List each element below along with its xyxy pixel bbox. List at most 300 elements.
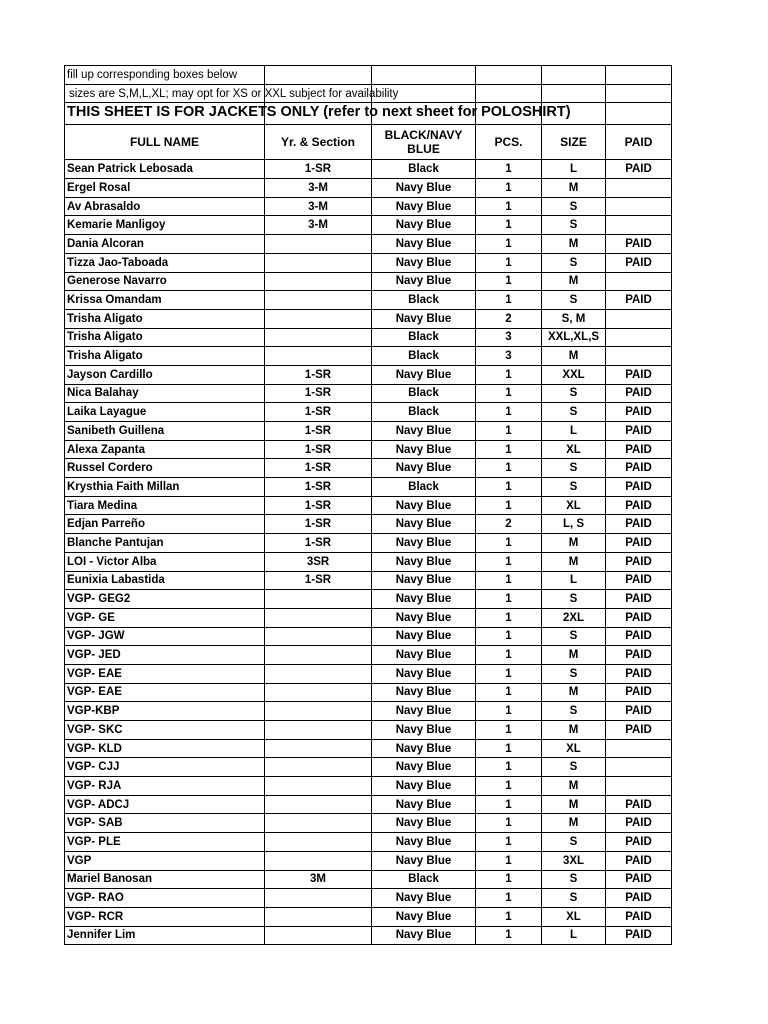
cell-size[interactable]: S	[542, 216, 606, 235]
cell-full-name[interactable]: Russel Cordero	[65, 459, 265, 478]
cell-full-name[interactable]: Tiara Medina	[65, 496, 265, 515]
cell-color[interactable]: Navy Blue	[372, 702, 476, 721]
cell-paid[interactable]: PAID	[606, 403, 672, 422]
cell-full-name[interactable]: Krissa Omandam	[65, 291, 265, 310]
cell-size[interactable]: M	[542, 777, 606, 796]
cell-paid[interactable]: PAID	[606, 683, 672, 702]
cell-size[interactable]: S	[542, 833, 606, 852]
cell-size[interactable]: L, S	[542, 515, 606, 534]
cell-yr-section[interactable]	[265, 926, 372, 945]
cell-yr-section[interactable]	[265, 664, 372, 683]
cell-full-name[interactable]: Trisha Aligato	[65, 347, 265, 366]
cell-size[interactable]: M	[542, 272, 606, 291]
table-row	[65, 216, 672, 235]
cell-pcs[interactable]: 1	[476, 216, 542, 235]
cell-full-name[interactable]: Generose Navarro	[65, 272, 265, 291]
cell-color[interactable]: Navy Blue	[372, 309, 476, 328]
cell-pcs[interactable]: 1	[476, 721, 542, 740]
cell-full-name[interactable]: Mariel Banosan	[65, 870, 265, 889]
cell-color[interactable]: Navy Blue	[372, 459, 476, 478]
cell-paid[interactable]: PAID	[606, 440, 672, 459]
cell-paid[interactable]	[606, 328, 672, 347]
cell-size[interactable]: L	[542, 571, 606, 590]
cell-color[interactable]: Navy Blue	[372, 833, 476, 852]
empty-cell[interactable]	[606, 84, 672, 103]
cell-full-name[interactable]: VGP- RJA	[65, 777, 265, 796]
cell-color[interactable]: Navy Blue	[372, 496, 476, 515]
cell-yr-section[interactable]	[265, 777, 372, 796]
table-row	[65, 571, 672, 590]
cell-paid[interactable]: PAID	[606, 291, 672, 310]
cell-paid[interactable]: PAID	[606, 365, 672, 384]
cell-size[interactable]: S	[542, 870, 606, 889]
table-row	[65, 702, 672, 721]
cell-color[interactable]: Navy Blue	[372, 627, 476, 646]
cell-color[interactable]: Navy Blue	[372, 179, 476, 198]
cell-pcs[interactable]: 1	[476, 552, 542, 571]
cell-color[interactable]: Navy Blue	[372, 646, 476, 665]
cell-pcs[interactable]: 2	[476, 309, 542, 328]
header-paid[interactable]: PAID	[606, 125, 672, 160]
cell-yr-section[interactable]	[265, 235, 372, 254]
cell-pcs[interactable]: 1	[476, 777, 542, 796]
cell-paid[interactable]: PAID	[606, 851, 672, 870]
cell-full-name[interactable]: LOI - Victor Alba	[65, 552, 265, 571]
cell-paid[interactable]: PAID	[606, 814, 672, 833]
cell-color[interactable]: Navy Blue	[372, 889, 476, 908]
cell-pcs[interactable]: 1	[476, 403, 542, 422]
table-row	[65, 291, 672, 310]
cell-color[interactable]: Black	[372, 478, 476, 497]
table-row	[65, 478, 672, 497]
cell-paid[interactable]	[606, 179, 672, 198]
cell-yr-section[interactable]	[265, 758, 372, 777]
cell-full-name[interactable]: VGP- GEG2	[65, 590, 265, 609]
cell-color[interactable]: Navy Blue	[372, 926, 476, 945]
cell-full-name[interactable]: Jennifer Lim	[65, 926, 265, 945]
cell-yr-section[interactable]	[265, 590, 372, 609]
cell-full-name[interactable]: VGP- RCR	[65, 907, 265, 926]
cell-size[interactable]: 3XL	[542, 851, 606, 870]
cell-full-name[interactable]: Eunixia Labastida	[65, 571, 265, 590]
cell-color[interactable]: Navy Blue	[372, 795, 476, 814]
cell-color[interactable]: Navy Blue	[372, 272, 476, 291]
cell-size[interactable]: M	[542, 646, 606, 665]
cell-full-name[interactable]: Trisha Aligato	[65, 309, 265, 328]
cell-color[interactable]: Navy Blue	[372, 851, 476, 870]
cell-full-name[interactable]: Kemarie Manligoy	[65, 216, 265, 235]
cell-color[interactable]: Navy Blue	[372, 608, 476, 627]
cell-paid[interactable]: PAID	[606, 552, 672, 571]
cell-yr-section[interactable]	[265, 253, 372, 272]
cell-yr-section[interactable]	[265, 683, 372, 702]
cell-size[interactable]: L	[542, 926, 606, 945]
cell-yr-section[interactable]	[265, 608, 372, 627]
cell-paid[interactable]: PAID	[606, 627, 672, 646]
cell-pcs[interactable]: 1	[476, 253, 542, 272]
cell-color[interactable]: Navy Blue	[372, 590, 476, 609]
cell-pcs[interactable]: 1	[476, 646, 542, 665]
cell-color[interactable]: Navy Blue	[372, 515, 476, 534]
cell-paid[interactable]: PAID	[606, 235, 672, 254]
cell-yr-section[interactable]: 3SR	[265, 552, 372, 571]
cell-yr-section[interactable]	[265, 889, 372, 908]
cell-color[interactable]: Navy Blue	[372, 758, 476, 777]
cell-paid[interactable]: PAID	[606, 926, 672, 945]
cell-paid[interactable]	[606, 309, 672, 328]
cell-pcs[interactable]: 1	[476, 870, 542, 889]
cell-paid[interactable]: PAID	[606, 870, 672, 889]
empty-cell[interactable]	[606, 66, 672, 85]
table-row	[65, 328, 672, 347]
cell-color[interactable]: Navy Blue	[372, 197, 476, 216]
cell-color[interactable]: Navy Blue	[372, 721, 476, 740]
cell-paid[interactable]: PAID	[606, 571, 672, 590]
cell-size[interactable]: 2XL	[542, 608, 606, 627]
table-row	[65, 627, 672, 646]
cell-color[interactable]: Black	[372, 384, 476, 403]
empty-cell[interactable]	[372, 66, 476, 85]
cell-pcs[interactable]: 1	[476, 608, 542, 627]
cell-pcs[interactable]: 2	[476, 515, 542, 534]
cell-color[interactable]: Navy Blue	[372, 253, 476, 272]
cell-color[interactable]: Navy Blue	[372, 365, 476, 384]
note-cell[interactable]	[65, 66, 265, 85]
cell-size[interactable]: XXL	[542, 365, 606, 384]
cell-paid[interactable]: PAID	[606, 721, 672, 740]
cell-size[interactable]: M	[542, 721, 606, 740]
cell-size[interactable]: M	[542, 683, 606, 702]
table-row	[65, 160, 672, 179]
table-row	[65, 515, 672, 534]
table-row	[65, 721, 672, 740]
cell-yr-section[interactable]: 3-M	[265, 197, 372, 216]
cell-pcs[interactable]: 1	[476, 627, 542, 646]
table-row	[65, 309, 672, 328]
cell-yr-section[interactable]: 1-SR	[265, 515, 372, 534]
note-fill-up: fill up corresponding boxes below	[67, 68, 238, 81]
cell-size[interactable]: M	[542, 534, 606, 553]
cell-pcs[interactable]: 1	[476, 702, 542, 721]
cell-pcs[interactable]: 1	[476, 814, 542, 833]
cell-yr-section[interactable]	[265, 328, 372, 347]
cell-paid[interactable]: PAID	[606, 907, 672, 926]
cell-full-name[interactable]: Krysthia Faith Millan	[65, 478, 265, 497]
cell-full-name[interactable]: VGP- GE	[65, 608, 265, 627]
cell-pcs[interactable]: 1	[476, 758, 542, 777]
cell-full-name[interactable]: VGP- ADCJ	[65, 795, 265, 814]
cell-size[interactable]: S	[542, 403, 606, 422]
table-row	[65, 552, 672, 571]
cell-pcs[interactable]: 3	[476, 347, 542, 366]
cell-yr-section[interactable]: 3M	[265, 870, 372, 889]
cell-yr-section[interactable]: 1-SR	[265, 459, 372, 478]
cell-paid[interactable]	[606, 739, 672, 758]
cell-pcs[interactable]: 1	[476, 534, 542, 553]
cell-yr-section[interactable]: 3-M	[265, 179, 372, 198]
cell-full-name[interactable]: VGP- JED	[65, 646, 265, 665]
cell-color[interactable]: Black	[372, 328, 476, 347]
cell-pcs[interactable]: 1	[476, 365, 542, 384]
title-cell[interactable]	[65, 103, 571, 125]
cell-color[interactable]: Navy Blue	[372, 664, 476, 683]
cell-yr-section[interactable]: 1-SR	[265, 440, 372, 459]
cell-full-name[interactable]: VGP- PLE	[65, 833, 265, 852]
cell-color[interactable]: Black	[372, 291, 476, 310]
cell-paid[interactable]	[606, 272, 672, 291]
cell-yr-section[interactable]: 3-M	[265, 216, 372, 235]
header-pcs[interactable]: PCS.	[476, 125, 542, 160]
table-row	[65, 870, 672, 889]
cell-full-name[interactable]: Av Abrasaldo	[65, 197, 265, 216]
cell-color[interactable]: Navy Blue	[372, 907, 476, 926]
cell-size[interactable]: S	[542, 889, 606, 908]
cell-full-name[interactable]: VGP- RAO	[65, 889, 265, 908]
cell-full-name[interactable]: Tizza Jao-Taboada	[65, 253, 265, 272]
cell-color[interactable]: Black	[372, 870, 476, 889]
cell-paid[interactable]	[606, 758, 672, 777]
header-color[interactable]: BLACK/NAVY BLUE	[372, 125, 476, 160]
empty-cell[interactable]	[476, 66, 542, 85]
cell-yr-section[interactable]	[265, 851, 372, 870]
cell-size[interactable]: XL	[542, 739, 606, 758]
cell-pcs[interactable]: 1	[476, 496, 542, 515]
cell-color[interactable]: Navy Blue	[372, 814, 476, 833]
cell-size[interactable]: XL	[542, 440, 606, 459]
cell-yr-section[interactable]: 1-SR	[265, 478, 372, 497]
cell-paid[interactable]	[606, 197, 672, 216]
cell-size[interactable]: S	[542, 253, 606, 272]
cell-color[interactable]: Navy Blue	[372, 235, 476, 254]
cell-size[interactable]: S	[542, 291, 606, 310]
empty-cell[interactable]	[265, 66, 372, 85]
cell-full-name[interactable]: Jayson Cardillo	[65, 365, 265, 384]
table-row	[65, 608, 672, 627]
cell-paid[interactable]: PAID	[606, 384, 672, 403]
cell-yr-section[interactable]: 1-SR	[265, 384, 372, 403]
cell-full-name[interactable]: Laika Layague	[65, 403, 265, 422]
cell-pcs[interactable]: 1	[476, 833, 542, 852]
cell-color[interactable]: Navy Blue	[372, 739, 476, 758]
table-row	[65, 590, 672, 609]
table-row	[65, 253, 672, 272]
cell-paid[interactable]	[606, 777, 672, 796]
cell-pcs[interactable]: 1	[476, 795, 542, 814]
cell-pcs[interactable]: 1	[476, 179, 542, 198]
cell-size[interactable]: M	[542, 795, 606, 814]
cell-yr-section[interactable]	[265, 347, 372, 366]
cell-size[interactable]: L	[542, 160, 606, 179]
cell-pcs[interactable]: 1	[476, 889, 542, 908]
cell-color[interactable]: Navy Blue	[372, 440, 476, 459]
cell-pcs[interactable]: 1	[476, 235, 542, 254]
cell-paid[interactable]: PAID	[606, 795, 672, 814]
cell-pcs[interactable]: 1	[476, 683, 542, 702]
table-row	[65, 179, 672, 198]
cell-size[interactable]: S, M	[542, 309, 606, 328]
cell-pcs[interactable]: 1	[476, 440, 542, 459]
cell-full-name[interactable]: Ergel Rosal	[65, 179, 265, 198]
header-size[interactable]: SIZE	[542, 125, 606, 160]
cell-size[interactable]: M	[542, 814, 606, 833]
cell-pcs[interactable]: 1	[476, 851, 542, 870]
cell-paid[interactable]: PAID	[606, 496, 672, 515]
cell-pcs[interactable]: 1	[476, 664, 542, 683]
cell-paid[interactable]: PAID	[606, 833, 672, 852]
cell-pcs[interactable]: 1	[476, 739, 542, 758]
cell-paid[interactable]: PAID	[606, 590, 672, 609]
cell-size[interactable]: S	[542, 197, 606, 216]
cell-size[interactable]: L	[542, 422, 606, 441]
cell-paid[interactable]: PAID	[606, 608, 672, 627]
cell-yr-section[interactable]	[265, 721, 372, 740]
cell-color[interactable]: Black	[372, 403, 476, 422]
cell-size[interactable]: S	[542, 384, 606, 403]
cell-yr-section[interactable]	[265, 814, 372, 833]
sheet-title: THIS SHEET IS FOR JACKETS ONLY (refer to next sheet for POLOSHIRT)	[67, 104, 571, 121]
cell-size[interactable]: M	[542, 179, 606, 198]
cell-pcs[interactable]: 1	[476, 272, 542, 291]
table-row	[65, 814, 672, 833]
cell-yr-section[interactable]: 1-SR	[265, 571, 372, 590]
header-yr-section[interactable]: Yr. & Section	[265, 125, 372, 160]
cell-size[interactable]: XXL,XL,S	[542, 328, 606, 347]
cell-color[interactable]: Navy Blue	[372, 216, 476, 235]
cell-pcs[interactable]: 1	[476, 926, 542, 945]
cell-paid[interactable]: PAID	[606, 664, 672, 683]
cell-yr-section[interactable]	[265, 907, 372, 926]
cell-pcs[interactable]: 1	[476, 160, 542, 179]
cell-full-name[interactable]: Alexa Zapanta	[65, 440, 265, 459]
cell-size[interactable]: S	[542, 478, 606, 497]
cell-pcs[interactable]: 1	[476, 384, 542, 403]
table-row	[65, 422, 672, 441]
cell-size[interactable]: XL	[542, 496, 606, 515]
cell-yr-section[interactable]	[265, 795, 372, 814]
table-row	[65, 272, 672, 291]
cell-yr-section[interactable]	[265, 833, 372, 852]
cell-yr-section[interactable]	[265, 739, 372, 758]
cell-pcs[interactable]: 1	[476, 590, 542, 609]
cell-paid[interactable]: PAID	[606, 889, 672, 908]
table-row	[65, 496, 672, 515]
cell-full-name[interactable]: Nica Balahay	[65, 384, 265, 403]
cell-paid[interactable]: PAID	[606, 459, 672, 478]
cell-size[interactable]: S	[542, 664, 606, 683]
cell-yr-section[interactable]: 1-SR	[265, 160, 372, 179]
cell-full-name[interactable]: VGP-KBP	[65, 702, 265, 721]
cell-color[interactable]: Navy Blue	[372, 534, 476, 553]
cell-yr-section[interactable]	[265, 646, 372, 665]
cell-full-name[interactable]: VGP- EAE	[65, 683, 265, 702]
cell-yr-section[interactable]: 1-SR	[265, 496, 372, 515]
cell-full-name[interactable]: Sean Patrick Lebosada	[65, 160, 265, 179]
cell-full-name[interactable]: VGP- SAB	[65, 814, 265, 833]
cell-color[interactable]: Navy Blue	[372, 683, 476, 702]
empty-cell[interactable]	[542, 84, 606, 103]
cell-yr-section[interactable]: 1-SR	[265, 534, 372, 553]
cell-size[interactable]: XL	[542, 907, 606, 926]
cell-color[interactable]: Black	[372, 160, 476, 179]
cell-full-name[interactable]: VGP- JGW	[65, 627, 265, 646]
table-row	[65, 664, 672, 683]
cell-paid[interactable]: PAID	[606, 515, 672, 534]
cell-size[interactable]: S	[542, 627, 606, 646]
empty-cell[interactable]	[542, 66, 606, 85]
cell-yr-section[interactable]: 1-SR	[265, 403, 372, 422]
cell-paid[interactable]	[606, 347, 672, 366]
cell-color[interactable]: Black	[372, 347, 476, 366]
cell-paid[interactable]: PAID	[606, 646, 672, 665]
cell-yr-section[interactable]	[265, 309, 372, 328]
cell-size[interactable]: S	[542, 590, 606, 609]
cell-full-name[interactable]: VGP- EAE	[65, 664, 265, 683]
cell-size[interactable]: S	[542, 758, 606, 777]
table-row	[65, 889, 672, 908]
cell-pcs[interactable]: 1	[476, 422, 542, 441]
cell-size[interactable]: M	[542, 552, 606, 571]
cell-yr-section[interactable]	[265, 702, 372, 721]
cell-pcs[interactable]: 1	[476, 291, 542, 310]
cell-size[interactable]: M	[542, 235, 606, 254]
table-row	[65, 777, 672, 796]
cell-color[interactable]: Navy Blue	[372, 777, 476, 796]
empty-cell[interactable]	[606, 103, 672, 125]
cell-size[interactable]: S	[542, 459, 606, 478]
cell-full-name[interactable]: Edjan Parreño	[65, 515, 265, 534]
cell-full-name[interactable]: VGP- SKC	[65, 721, 265, 740]
cell-paid[interactable]: PAID	[606, 702, 672, 721]
cell-pcs[interactable]: 1	[476, 197, 542, 216]
cell-yr-section[interactable]: 1-SR	[265, 422, 372, 441]
cell-full-name[interactable]: VGP- KLD	[65, 739, 265, 758]
cell-color[interactable]: Navy Blue	[372, 571, 476, 590]
cell-yr-section[interactable]	[265, 291, 372, 310]
note-row-2	[65, 84, 672, 103]
cell-paid[interactable]: PAID	[606, 160, 672, 179]
cell-size[interactable]: M	[542, 347, 606, 366]
cell-yr-section[interactable]: 1-SR	[265, 365, 372, 384]
cell-yr-section[interactable]	[265, 627, 372, 646]
cell-full-name[interactable]: VGP- CJJ	[65, 758, 265, 777]
note-cell[interactable]	[65, 84, 399, 103]
cell-pcs[interactable]: 1	[476, 478, 542, 497]
table-row	[65, 646, 672, 665]
cell-paid[interactable]: PAID	[606, 534, 672, 553]
cell-pcs[interactable]: 1	[476, 907, 542, 926]
cell-full-name[interactable]: Trisha Aligato	[65, 328, 265, 347]
cell-color[interactable]: Navy Blue	[372, 422, 476, 441]
cell-pcs[interactable]: 3	[476, 328, 542, 347]
cell-size[interactable]: S	[542, 702, 606, 721]
cell-paid[interactable]: PAID	[606, 422, 672, 441]
cell-color[interactable]: Navy Blue	[372, 552, 476, 571]
cell-full-name[interactable]: Blanche Pantujan	[65, 534, 265, 553]
cell-yr-section[interactable]	[265, 272, 372, 291]
cell-full-name[interactable]: VGP	[65, 851, 265, 870]
table-row	[65, 926, 672, 945]
cell-pcs[interactable]: 1	[476, 459, 542, 478]
cell-pcs[interactable]: 1	[476, 571, 542, 590]
cell-paid[interactable]: PAID	[606, 478, 672, 497]
empty-cell[interactable]	[476, 84, 542, 103]
cell-full-name[interactable]: Dania Alcoran	[65, 235, 265, 254]
cell-full-name[interactable]: Sanibeth Guillena	[65, 422, 265, 441]
header-full-name[interactable]: FULL NAME	[65, 125, 265, 160]
cell-paid[interactable]: PAID	[606, 253, 672, 272]
table-row	[65, 683, 672, 702]
cell-paid[interactable]	[606, 216, 672, 235]
